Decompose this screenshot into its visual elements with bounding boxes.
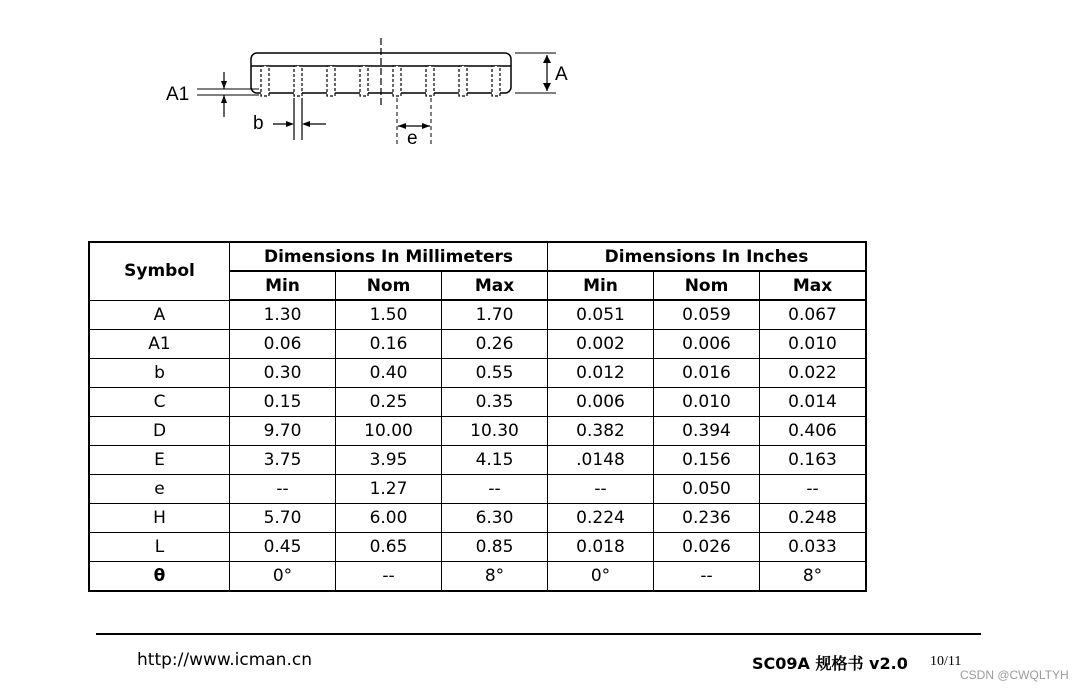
value-cell: 0.067: [760, 300, 867, 330]
value-cell: 0.050: [654, 475, 760, 504]
footer-url: http://www.icman.cn: [137, 650, 312, 670]
inch-max-header: Max: [760, 271, 867, 300]
symbol-cell: e: [89, 475, 230, 504]
value-cell: 0.16: [336, 330, 442, 359]
value-cell: --: [336, 562, 442, 592]
value-cell: 0.163: [760, 446, 867, 475]
watermark: CSDN @CWQLTYH: [960, 668, 1069, 682]
value-cell: 3.95: [336, 446, 442, 475]
value-cell: 0.26: [442, 330, 548, 359]
table-row: [89, 533, 866, 562]
value-cell: 0.30: [230, 359, 336, 388]
value-cell: --: [442, 475, 548, 504]
value-cell: 0.65: [336, 533, 442, 562]
value-cell: 0.25: [336, 388, 442, 417]
value-cell: 0.033: [760, 533, 867, 562]
inch-min-header: Min: [548, 271, 654, 300]
mm-group-header: Dimensions In Millimeters: [230, 242, 548, 271]
table-row: [89, 359, 866, 388]
table-row: [89, 388, 866, 417]
value-cell: --: [654, 562, 760, 592]
value-cell: 0.394: [654, 417, 760, 446]
symbol-cell: C: [89, 388, 230, 417]
value-cell: 8°: [760, 562, 867, 592]
pin: [327, 66, 335, 96]
symbol-cell: A: [89, 300, 230, 330]
value-cell: 0.002: [548, 330, 654, 359]
value-cell: 6.30: [442, 504, 548, 533]
value-cell: 0.15: [230, 388, 336, 417]
value-cell: 10.00: [336, 417, 442, 446]
footer-divider: [96, 633, 981, 635]
value-cell: 0°: [548, 562, 654, 592]
symbol-cell: D: [89, 417, 230, 446]
pin: [426, 66, 434, 96]
value-cell: 0.40: [336, 359, 442, 388]
value-cell: 5.70: [230, 504, 336, 533]
footer-doc-title: SC09A 规格书 v2.0: [752, 654, 908, 673]
value-cell: 3.75: [230, 446, 336, 475]
package-side-view-diagram: [150, 30, 590, 160]
value-cell: 0.35: [442, 388, 548, 417]
symbol-cell: H: [89, 504, 230, 533]
table-row: [89, 300, 866, 330]
pin: [393, 66, 401, 96]
value-cell: 0.018: [548, 533, 654, 562]
footer-page-number: 10/11: [930, 654, 962, 669]
pin: [492, 66, 500, 96]
mm-max-header: Max: [442, 271, 548, 300]
table-row: [89, 330, 866, 359]
value-cell: 0.022: [760, 359, 867, 388]
value-cell: 1.70: [442, 300, 548, 330]
value-cell: 0.382: [548, 417, 654, 446]
value-cell: 0.236: [654, 504, 760, 533]
table-row: [89, 475, 866, 504]
value-cell: 1.50: [336, 300, 442, 330]
value-cell: 0.059: [654, 300, 760, 330]
value-cell: 10.30: [442, 417, 548, 446]
value-cell: 0.026: [654, 533, 760, 562]
value-cell: 4.15: [442, 446, 548, 475]
value-cell: 1.27: [336, 475, 442, 504]
value-cell: 0.010: [760, 330, 867, 359]
table-row: [89, 417, 866, 446]
mm-min-header: Min: [230, 271, 336, 300]
value-cell: 0.224: [548, 504, 654, 533]
pin: [294, 66, 302, 96]
pin: [459, 66, 467, 96]
value-cell: 0.010: [654, 388, 760, 417]
value-cell: 1.30: [230, 300, 336, 330]
inch-group-header: Dimensions In Inches: [548, 242, 867, 271]
value-cell: .0148: [548, 446, 654, 475]
value-cell: 0.248: [760, 504, 867, 533]
dimensions-table: [88, 241, 867, 592]
value-cell: 0.45: [230, 533, 336, 562]
symbol-cell: E: [89, 446, 230, 475]
value-cell: 0.051: [548, 300, 654, 330]
value-cell: 0.012: [548, 359, 654, 388]
value-cell: 6.00: [336, 504, 442, 533]
value-cell: 0.406: [760, 417, 867, 446]
value-cell: 0.006: [548, 388, 654, 417]
mm-nom-header: Nom: [336, 271, 442, 300]
value-cell: --: [760, 475, 867, 504]
inch-nom-header: Nom: [654, 271, 760, 300]
value-cell: --: [230, 475, 336, 504]
label-A: A: [555, 64, 568, 85]
label-A1: A1: [166, 84, 190, 105]
value-cell: 0.55: [442, 359, 548, 388]
value-cell: 0.006: [654, 330, 760, 359]
value-cell: 0.06: [230, 330, 336, 359]
pin: [360, 66, 368, 96]
label-e: e: [407, 128, 418, 149]
symbol-cell: L: [89, 533, 230, 562]
value-cell: 0.156: [654, 446, 760, 475]
label-b: b: [253, 113, 264, 134]
symbol-cell: A1: [89, 330, 230, 359]
value-cell: 0.85: [442, 533, 548, 562]
table-row: [89, 446, 866, 475]
value-cell: 8°: [442, 562, 548, 592]
value-cell: --: [548, 475, 654, 504]
symbol-cell: θ: [89, 562, 230, 592]
pin: [261, 66, 269, 96]
value-cell: 9.70: [230, 417, 336, 446]
symbol-cell: b: [89, 359, 230, 388]
symbol-header: Symbol: [89, 242, 230, 300]
value-cell: 0°: [230, 562, 336, 592]
table-row: [89, 562, 866, 592]
value-cell: 0.016: [654, 359, 760, 388]
table-row: [89, 504, 866, 533]
value-cell: 0.014: [760, 388, 867, 417]
